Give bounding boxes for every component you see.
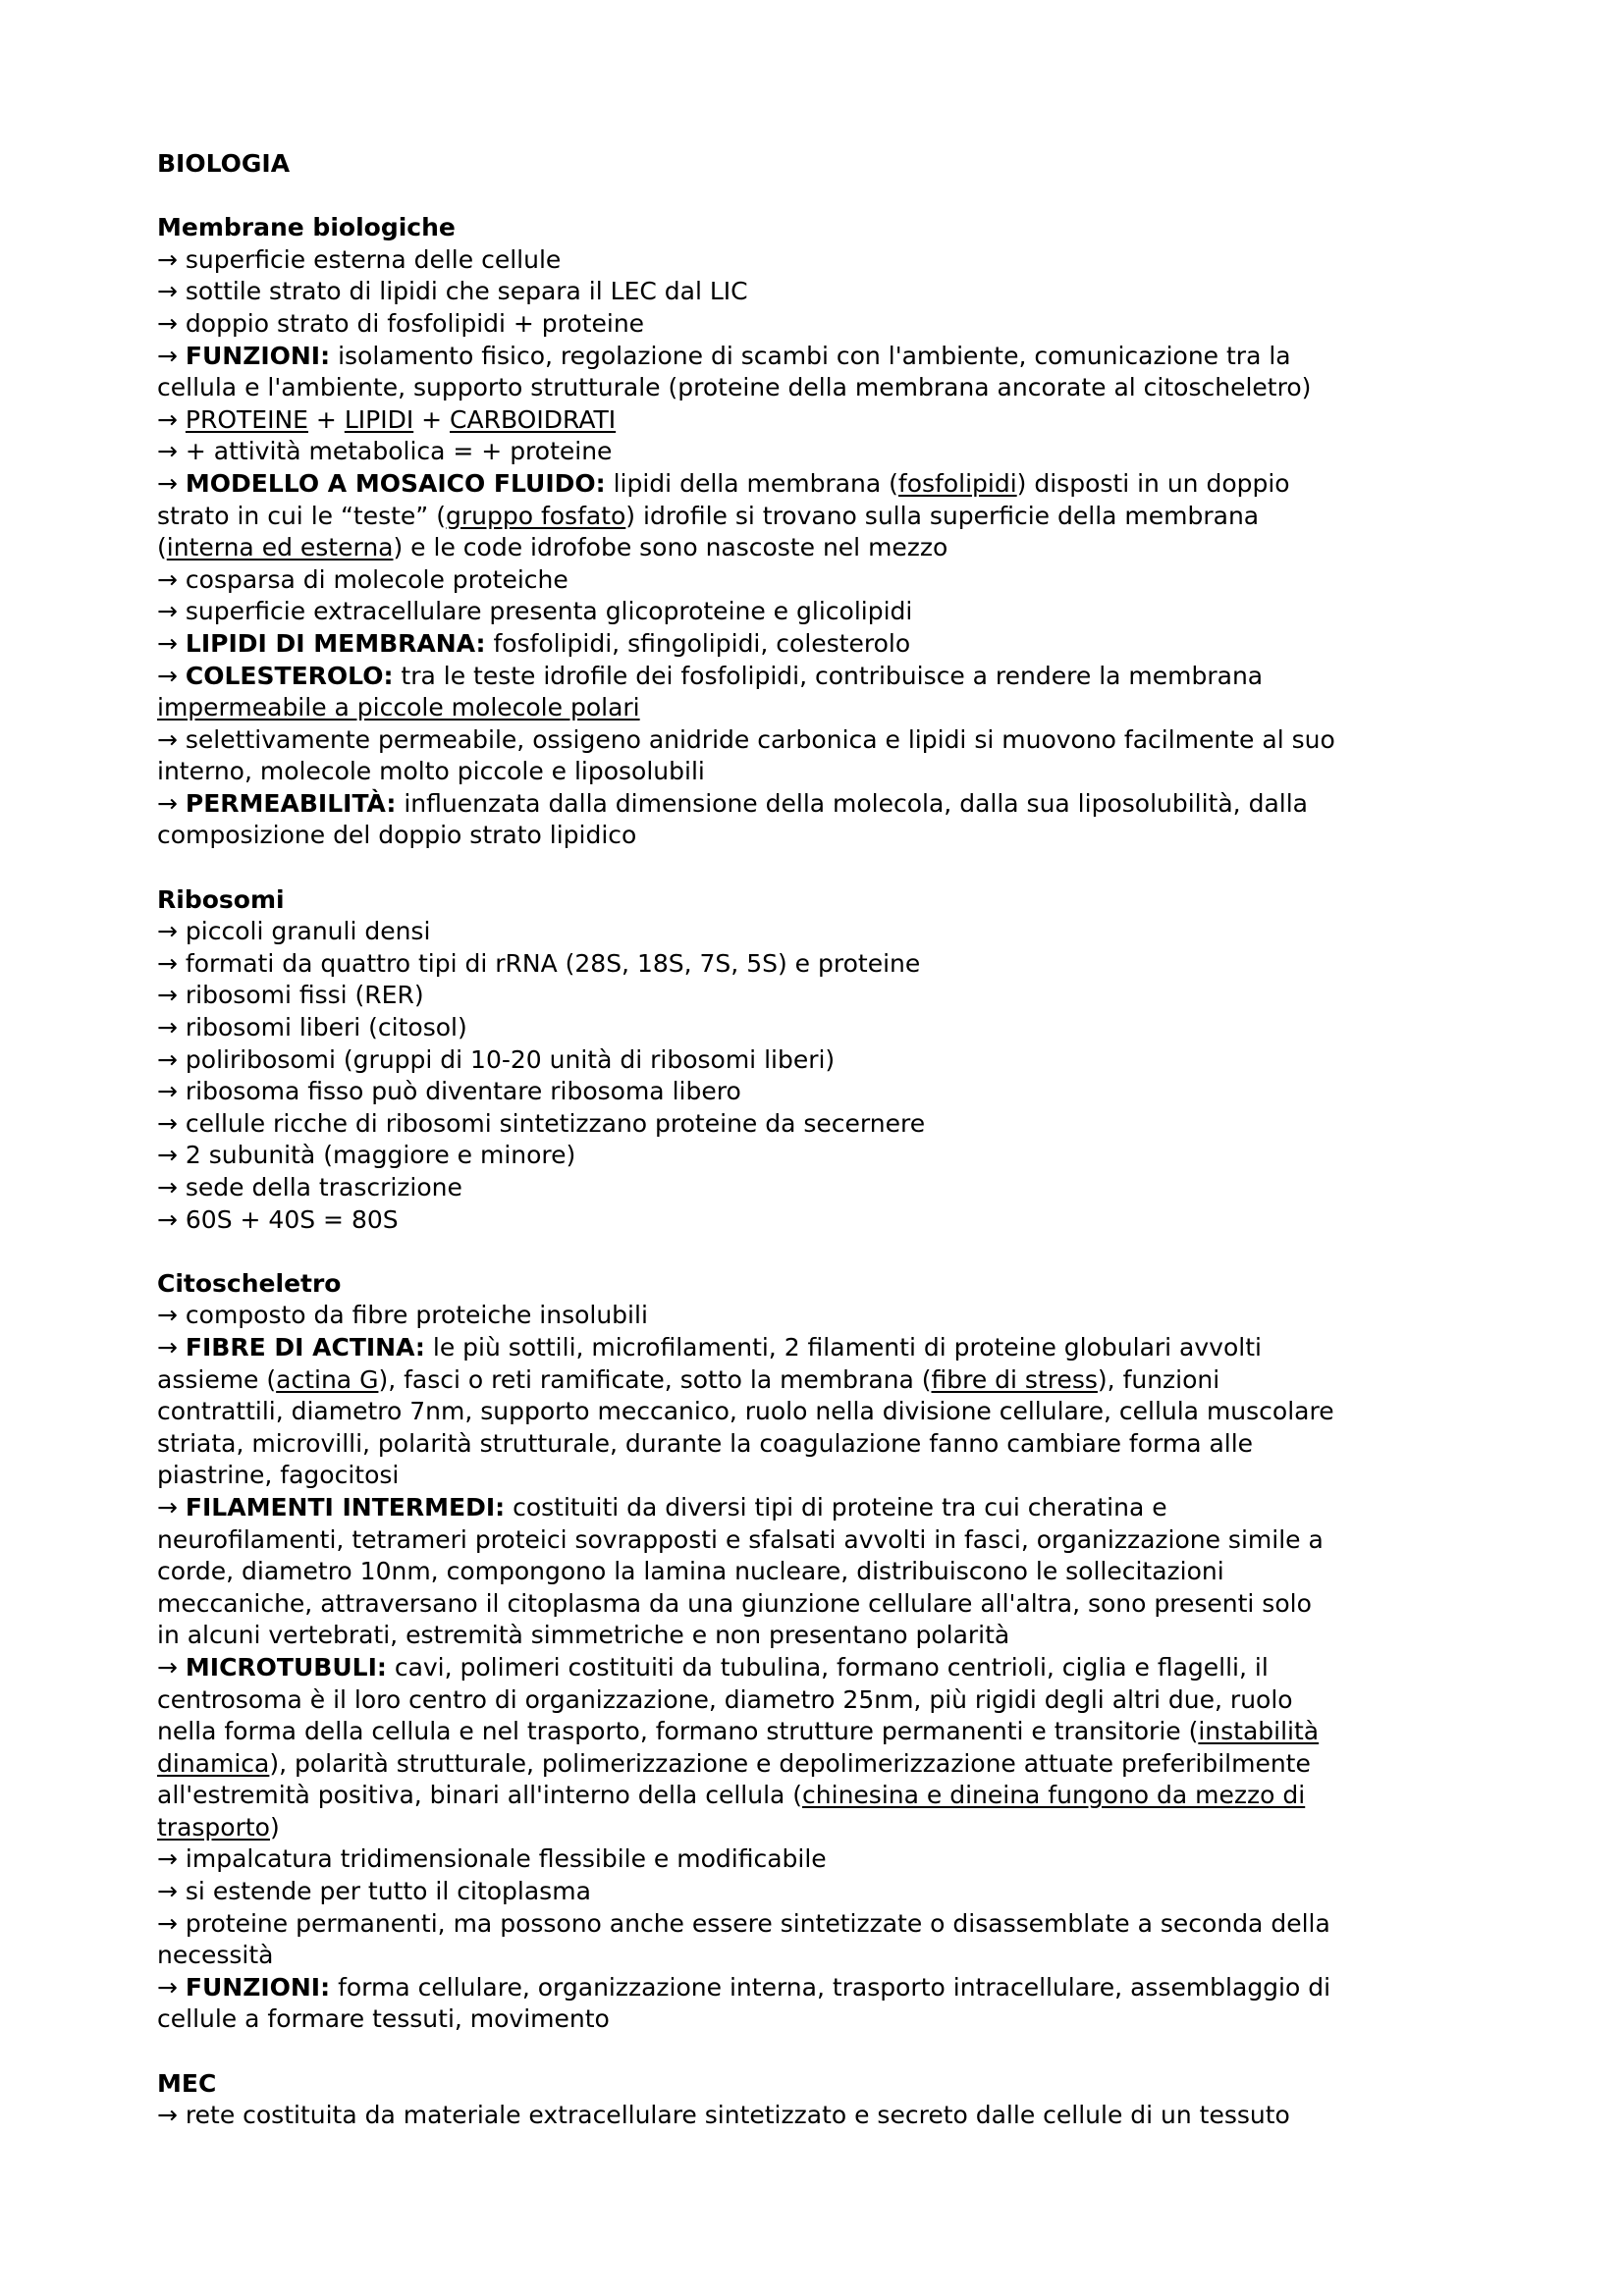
- text-segment: →: [157, 1173, 186, 1201]
- text-line: [157, 1140, 1483, 1172]
- text-segment: forma cellulare, organizzazione interna, trasporto intracellulare, assemblaggio di: [330, 1972, 1331, 2002]
- text-line: [157, 1843, 1483, 1876]
- underlined-text: dinamica: [157, 1748, 270, 1778]
- text-line: [157, 501, 1483, 533]
- spacer: [157, 181, 1483, 213]
- text-segment: →: [157, 1844, 186, 1874]
- text-line: [157, 436, 1483, 468]
- text-segment: ) disposti in un doppio: [1016, 468, 1290, 498]
- underlined-text: CARBOIDRATI: [450, 404, 617, 434]
- section-heading: MEC: [157, 2068, 217, 2098]
- text-segment: proteine permanenti, ma possono anche essere sintetizzate o disassemblate a seconda della: [185, 1908, 1330, 1938]
- text-segment: piccoli granuli densi: [185, 917, 431, 946]
- text-segment: →: [157, 468, 186, 498]
- text-segment: →: [157, 1301, 186, 1330]
- text-segment: neurofilamenti, tetrameri proteici sovrapposti e sfalsati avvolti in fasci, organizzazione simile a: [157, 1524, 1324, 1554]
- text-segment: →: [157, 597, 186, 626]
- section: [157, 212, 1483, 852]
- text-line: [157, 341, 1483, 373]
- text-line: [157, 564, 1483, 597]
- document-body: [157, 212, 1483, 2132]
- text-segment: superficie extracellulare presenta glicoproteine e glicolipidi: [185, 597, 913, 626]
- text-segment: →: [157, 244, 186, 274]
- text-segment: ribosomi fissi (RER): [185, 981, 424, 1010]
- underlined-text: fosfolipidi: [897, 468, 1017, 498]
- text-line: [157, 1204, 1483, 1237]
- text-line: [157, 1428, 1483, 1461]
- text-segment: poliribosomi (gruppi di 10-20 unità di ribosomi liberi): [185, 1044, 836, 1074]
- underlined-text: actina G: [276, 1364, 379, 1394]
- text-segment: piastrine, fagocitosi: [157, 1461, 400, 1490]
- text-segment: ), polarità strutturale, polimerizzazione e depolimerizzazione attuate preferibilmente: [269, 1748, 1311, 1778]
- text-segment: ) idrofile si trovano sulla superficie della membrana: [625, 501, 1260, 530]
- text-segment: 2 subunità (maggiore e minore): [185, 1141, 576, 1170]
- text-line: [157, 1300, 1483, 1332]
- text-segment: →: [157, 661, 186, 690]
- text-segment: assieme (: [157, 1364, 277, 1394]
- section-heading: Ribosomi: [157, 884, 285, 914]
- text-segment: →: [157, 404, 186, 434]
- bold-label: MODELLO A MOSAICO FLUIDO:: [185, 468, 606, 498]
- spacer: [157, 852, 1483, 884]
- text-segment: tra le teste idrofile dei fosfolipidi, contribuisce a rendere la membrana: [393, 661, 1264, 690]
- text-segment: →: [157, 1332, 186, 1362]
- text-segment: →: [157, 628, 186, 658]
- text-line: [157, 1908, 1483, 1941]
- text-line: [157, 1044, 1483, 1077]
- text-line: [157, 1076, 1483, 1108]
- text-segment: →: [157, 948, 186, 978]
- text-line: [157, 1172, 1483, 1204]
- text-line: [157, 1524, 1483, 1557]
- text-line: [157, 628, 1483, 661]
- text-line: [157, 244, 1483, 277]
- text-line: [157, 724, 1483, 757]
- text-segment: impalcatura tridimensionale flessibile e modificabile: [185, 1844, 827, 1874]
- text-line: [157, 916, 1483, 948]
- text-segment: →: [157, 981, 186, 1010]
- text-line: [157, 276, 1483, 308]
- text-segment: sede della trascrizione: [185, 1173, 462, 1201]
- underlined-text: chinesina e dineina fungono da mezzo di: [802, 1781, 1306, 1810]
- section: [157, 884, 1483, 1237]
- text-segment: →: [157, 1652, 186, 1682]
- text-line: [157, 1716, 1483, 1748]
- text-segment: corde, diametro 10nm, compongono la lamina nucleare, distribuiscono le sollecitazioni: [157, 1557, 1224, 1586]
- text-segment: all'estremità positiva, binari all'interno della cellula (: [157, 1781, 803, 1810]
- spacer: [157, 1236, 1483, 1268]
- text-segment: superficie esterna delle cellule: [185, 244, 562, 274]
- text-segment: striata, microvilli, polarità strutturale, durante la coagulazione fanno cambiare forma alle: [157, 1428, 1254, 1458]
- text-segment: →: [157, 1204, 186, 1234]
- text-segment: + attività metabolica = + proteine: [185, 437, 613, 466]
- underlined-text: impermeabile a piccole molecole polari: [157, 693, 640, 722]
- text-segment: contrattili, diametro 7nm, supporto meccanico, ruolo nella divisione cellulare, cellula muscolare: [157, 1397, 1334, 1426]
- text-segment: ribosomi liberi (citosol): [185, 1013, 467, 1042]
- text-line: [157, 1620, 1483, 1652]
- bold-label: FILAMENTI INTERMEDI:: [185, 1492, 506, 1522]
- underlined-text: PROTEINE: [185, 404, 308, 434]
- text-segment: ribosoma fisso può diventare ribosoma libero: [185, 1077, 741, 1106]
- text-segment: →: [157, 788, 186, 818]
- section-heading: Membrane biologiche: [157, 213, 456, 242]
- text-line: [157, 1588, 1483, 1621]
- text-segment: ): [269, 1812, 280, 1842]
- text-line: [157, 1556, 1483, 1588]
- text-segment: →: [157, 564, 186, 594]
- bold-label: MICROTUBULI:: [185, 1652, 387, 1682]
- text-segment: si estende per tutto il citoplasma: [185, 1877, 591, 1906]
- underlined-text: gruppo fosfato: [445, 501, 626, 530]
- section: [157, 2068, 1483, 2132]
- text-segment: cosparsa di molecole proteiche: [185, 564, 568, 594]
- text-line: [157, 1876, 1483, 1908]
- section-heading: Citoscheletro: [157, 1268, 342, 1298]
- text-segment: nella forma della cellula e nel trasporto, formano strutture permanenti e transitorie (: [157, 1717, 1199, 1746]
- text-segment: →: [157, 1141, 186, 1170]
- text-segment: lipidi della membrana (: [605, 468, 898, 498]
- underlined-text: LIPIDI: [344, 404, 414, 434]
- text-line: [157, 308, 1483, 341]
- text-segment: influenzata dalla dimensione della molecola, dalla sua liposolubilità, dalla: [396, 788, 1308, 818]
- text-segment: (: [157, 533, 167, 562]
- text-segment: cellule ricche di ribosomi sintetizzano proteine da secernere: [185, 1108, 926, 1138]
- text-segment: +: [413, 404, 451, 434]
- bold-label: COLESTEROLO:: [185, 661, 394, 690]
- text-segment: +: [307, 404, 345, 434]
- text-line: [157, 1972, 1483, 2004]
- text-line: [157, 1780, 1483, 1812]
- text-line: [157, 980, 1483, 1012]
- text-segment: composto da fibre proteiche insolubili: [185, 1301, 648, 1330]
- text-segment: →: [157, 1877, 186, 1906]
- text-segment: →: [157, 917, 186, 946]
- text-segment: sottile strato di lipidi che separa il LEC dal LIC: [185, 277, 748, 306]
- text-segment: necessità: [157, 1941, 274, 1970]
- document-title: BIOLOGIA: [157, 149, 291, 178]
- text-line: [157, 1940, 1483, 1972]
- bold-label: LIPIDI DI MEMBRANA:: [185, 628, 486, 658]
- text-line: [157, 1812, 1483, 1844]
- text-line: [157, 1364, 1483, 1397]
- bold-label: FIBRE DI ACTINA:: [185, 1332, 425, 1362]
- text-segment: in alcuni vertebrati, estremità simmetriche e non presentano polarità: [157, 1621, 1010, 1650]
- text-line: [157, 756, 1483, 788]
- document-page: [157, 148, 1483, 2132]
- text-segment: strato in cui le “teste” (: [157, 501, 446, 530]
- text-segment: →: [157, 437, 186, 466]
- text-line: [157, 1748, 1483, 1781]
- text-line: [157, 1684, 1483, 1717]
- text-segment: cellula e l'ambiente, supporto strutturale (proteine della membrana ancorate al citoscheletro): [157, 373, 1312, 402]
- underlined-text: fibre di stress: [931, 1364, 1098, 1394]
- text-line: [157, 532, 1483, 564]
- text-line: [157, 468, 1483, 501]
- text-segment: 60S + 40S = 80S: [185, 1204, 399, 1234]
- text-segment: cavi, polimeri costituiti da tubulina, formano centrioli, ciglia e flagelli, il: [386, 1652, 1269, 1682]
- text-segment: ), fasci o reti ramificate, sotto la membrana (: [378, 1364, 932, 1394]
- text-line: [157, 404, 1483, 437]
- underlined-text: trasporto: [157, 1812, 270, 1842]
- text-segment: →: [157, 277, 186, 306]
- text-line: [157, 1332, 1483, 1364]
- text-line: [157, 1108, 1483, 1141]
- text-segment: →: [157, 2101, 186, 2130]
- text-segment: costituiti da diversi tipi di proteine tra cui cheratina e: [505, 1492, 1167, 1522]
- text-segment: →: [157, 724, 186, 754]
- text-line: [157, 1012, 1483, 1044]
- text-line: [157, 661, 1483, 693]
- text-segment: fosfolipidi, sfingolipidi, colesterolo: [485, 628, 911, 658]
- text-segment: →: [157, 1972, 186, 2002]
- text-segment: →: [157, 1908, 186, 1938]
- text-line: [157, 820, 1483, 852]
- section: [157, 1268, 1483, 2036]
- text-segment: interno, molecole molto piccole e liposolubili: [157, 757, 705, 786]
- underlined-text: instabilità: [1198, 1717, 1320, 1746]
- text-segment: →: [157, 1013, 186, 1042]
- text-segment: ) e le code idrofobe sono nascoste nel mezzo: [393, 533, 948, 562]
- text-segment: doppio strato di fosfolipidi + proteine: [185, 308, 645, 338]
- text-line: [157, 948, 1483, 981]
- text-segment: cellule a formare tessuti, movimento: [157, 2004, 610, 2034]
- text-segment: →: [157, 1044, 186, 1074]
- bold-label: FUNZIONI:: [185, 341, 331, 370]
- text-line: [157, 596, 1483, 628]
- text-segment: formati da quattro tipi di rRNA (28S, 18S, 7S, 5S) e proteine: [185, 948, 921, 978]
- text-line: [157, 1492, 1483, 1524]
- text-line: [157, 788, 1483, 821]
- text-segment: →: [157, 1108, 186, 1138]
- text-line: [157, 372, 1483, 404]
- text-segment: ), funzioni: [1097, 1364, 1220, 1394]
- bold-label: PERMEABILITÀ:: [185, 788, 397, 818]
- text-segment: →: [157, 1492, 186, 1522]
- text-segment: rete costituita da materiale extracellulare sintetizzato e secreto dalle cellule di un tessuto: [185, 2101, 1290, 2130]
- underlined-text: interna ed esterna: [166, 533, 394, 562]
- text-line: [157, 1652, 1483, 1684]
- bold-label: FUNZIONI:: [185, 1972, 331, 2002]
- spacer: [157, 2036, 1483, 2068]
- text-line: [157, 2003, 1483, 2036]
- text-segment: selettivamente permeabile, ossigeno anidride carbonica e lipidi si muovono facilmente al suo: [185, 724, 1335, 754]
- text-line: [157, 1460, 1483, 1492]
- text-segment: le più sottili, microfilamenti, 2 filamenti di proteine globulari avvolti: [424, 1332, 1262, 1362]
- text-line: [157, 2100, 1483, 2132]
- text-segment: composizione del doppio strato lipidico: [157, 821, 637, 850]
- text-line: [157, 1396, 1483, 1428]
- text-segment: →: [157, 308, 186, 338]
- text-segment: →: [157, 341, 186, 370]
- text-segment: centrosoma è il loro centro di organizzazione, diametro 25nm, più rigidi degli altri due, ruolo: [157, 1684, 1293, 1714]
- text-segment: →: [157, 1077, 186, 1106]
- text-segment: meccaniche, attraversano il citoplasma da una giunzione cellulare all'altra, sono presenti solo: [157, 1588, 1312, 1618]
- text-line: [157, 692, 1483, 724]
- text-segment: isolamento fisico, regolazione di scambi con l'ambiente, comunicazione tra la: [330, 341, 1291, 370]
